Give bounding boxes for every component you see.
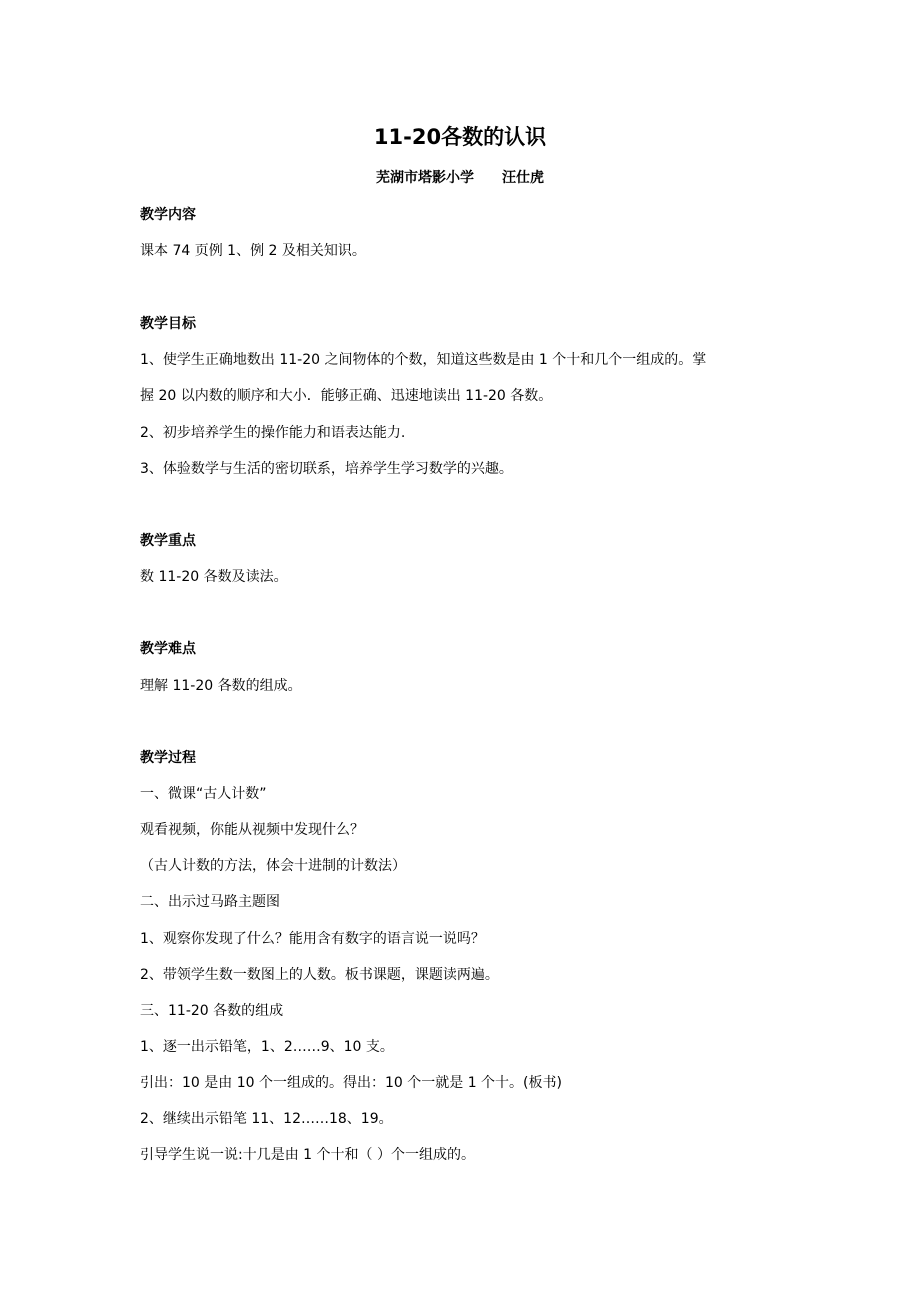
goals-line: 1、使学生正确地数出 11-20 之间物体的个数，知道这些数是由 1 个十和几个一组成的。掌 xyxy=(140,352,707,368)
difficulties-line: 理解 11-20 各数的组成。 xyxy=(140,678,302,694)
process-line: 观看视频，你能从视频中发现什么？ xyxy=(140,822,364,838)
process-line: 2、带领学生数一数图上的人数。板书课题，课题读两遍。 xyxy=(140,967,499,983)
author-name: 汪仕虎 xyxy=(502,170,544,186)
section-heading-key-points: 教学重点 xyxy=(140,533,196,549)
section-heading-goals: 教学目标 xyxy=(140,316,196,332)
goals-line: 2、初步培养学生的操作能力和语表达能力. xyxy=(140,425,406,441)
process-line: 三、11-20 各数的组成 xyxy=(140,1003,284,1019)
section-heading-content: 教学内容 xyxy=(140,207,196,223)
author-school: 芜湖市塔影小学 xyxy=(376,170,474,186)
goals-line: 握 20 以内数的顺序和大小．能够正确、迅速地读出 11-20 各数。 xyxy=(140,388,553,404)
content-line: 课本 74 页例 1、例 2 及相关知识。 xyxy=(140,243,366,259)
process-line: 引出：10 是由 10 个一组成的。得出：10 个一就是 1 个十。(板书) xyxy=(140,1075,562,1091)
process-line: 1、观察你发现了什么？能用含有数字的语言说一说吗？ xyxy=(140,931,485,947)
process-line: 2、继续出示铅笔 11、12……18、19。 xyxy=(140,1111,393,1127)
process-line: 引导学生说一说:十几是由 1 个十和（ ）个一组成的。 xyxy=(140,1147,475,1163)
process-line: 1、逐一出示铅笔，1、2……9、10 支。 xyxy=(140,1039,394,1055)
section-heading-difficulties: 教学难点 xyxy=(140,641,196,657)
section-heading-process: 教学过程 xyxy=(140,750,196,766)
process-line: 一、微课“古人计数” xyxy=(140,786,267,802)
goals-line: 3、体验数学与生活的密切联系，培养学生学习数学的兴趣。 xyxy=(140,461,513,477)
process-line: （古人计数的方法，体会十进制的计数法） xyxy=(140,858,406,874)
author-line xyxy=(0,168,920,188)
key-points-line: 数 11-20 各数及读法。 xyxy=(140,569,288,585)
document-title: 11-20各数的认识 xyxy=(373,125,547,149)
process-line: 二、出示过马路主题图 xyxy=(140,894,280,910)
